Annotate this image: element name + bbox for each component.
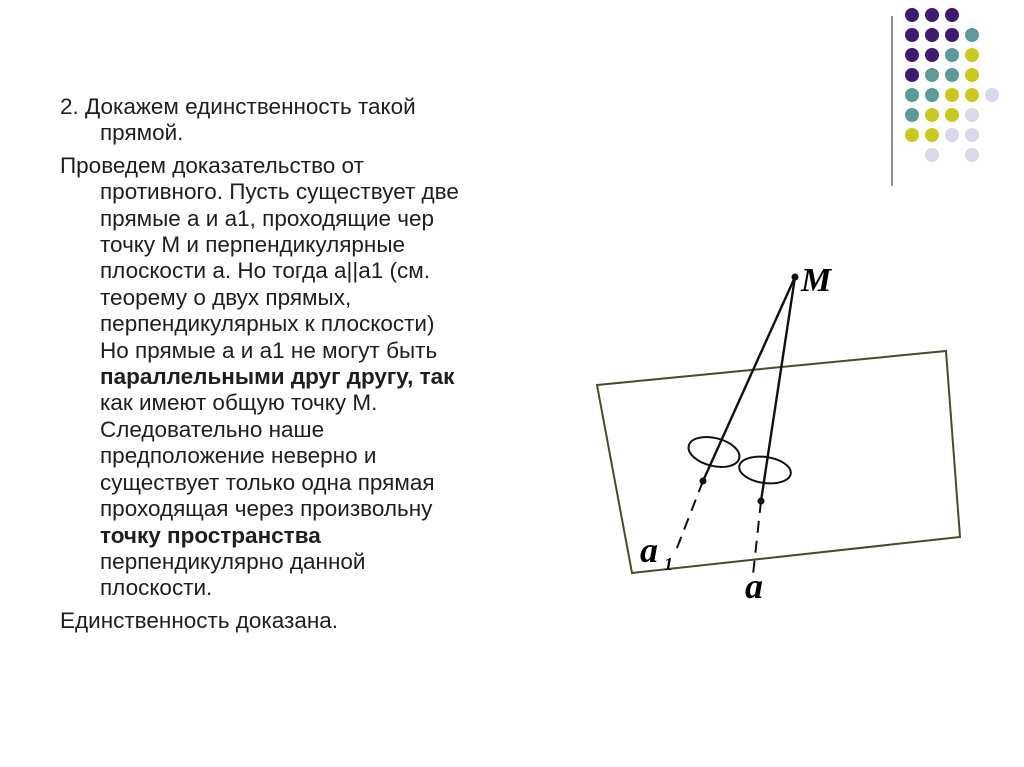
paragraph-1 — [60, 94, 530, 147]
text-line: плоскости а. Но тогда а||а1 (см. — [100, 258, 430, 284]
point-a1-base — [700, 478, 707, 485]
text-line: перпендикулярных к плоскости) — [100, 311, 435, 337]
decorative-dot — [925, 28, 939, 42]
paragraph-3 — [60, 608, 530, 634]
decorative-dot — [925, 88, 939, 102]
decorative-dot — [945, 8, 959, 22]
decorative-dot — [965, 108, 979, 122]
decorative-dot — [905, 68, 919, 82]
decorative-dot — [945, 28, 959, 42]
text-line: Но прямые а и а1 не могут быть — [100, 337, 438, 363]
decorative-dot — [925, 108, 939, 122]
divider-line — [891, 16, 893, 186]
geometry-figure — [590, 255, 990, 615]
decorative-dot — [905, 28, 919, 42]
text-line: 2. Докажем единственность такой — [60, 94, 416, 119]
text-line: параллельными друг другу, так — [100, 364, 455, 390]
decorative-dot-grid — [905, 8, 1015, 168]
text-line: Следовательно наше — [100, 416, 325, 442]
label-a1: a — [640, 530, 658, 570]
intersection-ellipse-a1 — [685, 432, 742, 472]
line-a1 — [703, 277, 795, 481]
decorative-dot — [945, 128, 959, 142]
decorative-dot — [905, 128, 919, 142]
decorative-dot — [945, 48, 959, 62]
decorative-dot — [965, 68, 979, 82]
label-a1-subscript: 1 — [664, 554, 673, 574]
decorative-dot — [945, 88, 959, 102]
label-a: a — [745, 566, 763, 606]
text-line: проходящая через произвольну — [100, 496, 433, 522]
decorative-dot — [965, 28, 979, 42]
text-line: точку пространства — [100, 522, 321, 548]
line-a-dashed — [753, 501, 761, 575]
text-line: плоскости. — [100, 575, 213, 601]
label-m: M — [801, 262, 832, 299]
point-a-base — [758, 498, 765, 505]
text-line: прямой. — [100, 120, 184, 146]
decorative-dot — [965, 88, 979, 102]
decorative-dot — [905, 48, 919, 62]
text-line: противного. Пусть существует две — [100, 179, 459, 205]
decorative-dot — [925, 148, 939, 162]
text-line: Проведем доказательство от — [60, 152, 364, 178]
text-line: предположение неверно и — [100, 443, 377, 469]
text-line: как имеют общую точку М. — [100, 390, 378, 416]
text-line: перпендикулярно данной — [100, 548, 366, 574]
text-line: существует только одна прямая — [100, 469, 435, 495]
perpendicular-lines-diagram — [590, 255, 990, 615]
decorative-dot — [965, 148, 979, 162]
text-line: прямые а и а1, проходящие чер — [100, 205, 435, 231]
decorative-dot — [905, 108, 919, 122]
point-m — [792, 274, 799, 281]
decorative-dot — [985, 88, 999, 102]
text-line: Единственность доказана. — [60, 607, 339, 633]
decorative-dot — [965, 128, 979, 142]
text-line: теорему о двух прямых, — [100, 284, 352, 310]
slide-text — [60, 94, 530, 640]
decorative-dot — [925, 128, 939, 142]
decorative-dot — [905, 8, 919, 22]
decorative-dot — [945, 68, 959, 82]
decorative-dot — [925, 48, 939, 62]
decorative-dot — [905, 88, 919, 102]
text-line: точку М и перпендикулярные — [100, 232, 406, 258]
decorative-dot — [925, 8, 939, 22]
paragraph-2 — [60, 153, 530, 602]
decorative-dot — [925, 68, 939, 82]
line-a1-dashed — [675, 481, 703, 553]
decorative-dot — [945, 108, 959, 122]
decorative-dot — [965, 48, 979, 62]
